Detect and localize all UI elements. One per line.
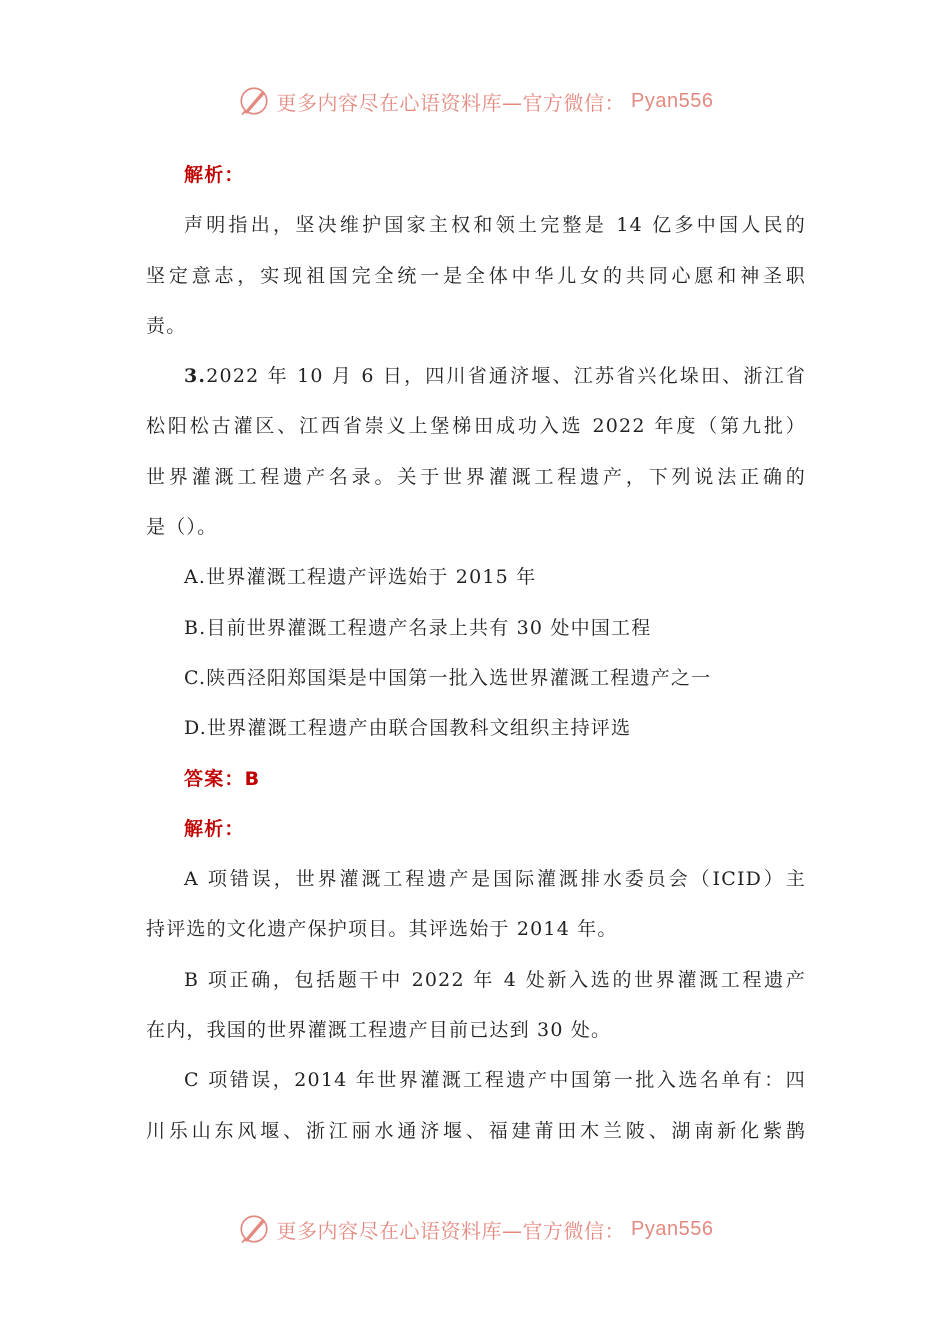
option-d: D.世界灌溉工程遗产由联合国教科文组织主持评选 bbox=[184, 717, 632, 740]
option-c: C.陕西泾阳郑国渠是中国第一批入选世界灌溉工程遗产之一 bbox=[184, 666, 712, 689]
banner-text: 更多内容尽在心语资料库—官方微信： bbox=[276, 1218, 626, 1243]
paragraph-line: 持评选的文化遗产保护项目。其评选始于 2014 年。 bbox=[146, 918, 618, 941]
banner-wechat-id: Pyan556 bbox=[631, 89, 714, 112]
analysis-label: 解析： bbox=[184, 817, 245, 840]
quill-logo-icon bbox=[237, 84, 271, 118]
paragraph-line: A 项错误，世界灌溉工程遗产是国际灌溉排水委员会（ICID）主 bbox=[184, 868, 806, 891]
question-line: 是（）。 bbox=[146, 516, 218, 539]
question-number: 3. bbox=[184, 365, 207, 388]
paragraph-line: 责。 bbox=[146, 314, 187, 337]
analysis-label: 解析： bbox=[184, 164, 245, 186]
paragraph-line: 坚定意志，实现祖国完全统一是全体中华儿女的共同心愿和神圣职 bbox=[146, 264, 806, 287]
document-body bbox=[146, 150, 806, 1156]
question-line: 世界灌溉工程遗产名录。关于世界灌溉工程遗产，下列说法正确的 bbox=[146, 465, 806, 488]
paragraph-line: 声明指出，坚决维护国家主权和领土完整是 14 亿多中国人民的 bbox=[184, 214, 806, 237]
paragraph-line: 在内，我国的世界灌溉工程遗产目前已达到 30 处。 bbox=[146, 1019, 612, 1042]
header-banner bbox=[0, 84, 950, 118]
option-a: A.世界灌溉工程遗产评选始于 2015 年 bbox=[184, 566, 537, 589]
option-b: B.目前世界灌溉工程遗产名录上共有 30 处中国工程 bbox=[184, 616, 652, 639]
banner-text: 更多内容尽在心语资料库—官方微信： bbox=[276, 90, 626, 115]
paragraph-line: C 项错误，2014 年世界灌溉工程遗产中国第一批入选名单有：四 bbox=[184, 1069, 806, 1092]
answer-label: 答案：B bbox=[184, 767, 261, 790]
question-text: 2022 年 10 月 6 日，四川省通济堰、江苏省兴化垛田、浙江省 bbox=[206, 365, 806, 388]
paragraph-line: B 项正确，包括题干中 2022 年 4 处新入选的世界灌溉工程遗产 bbox=[184, 968, 806, 991]
footer-banner bbox=[0, 1212, 950, 1246]
question-line bbox=[146, 351, 806, 401]
quill-logo-icon bbox=[237, 1212, 271, 1246]
banner-wechat-id: Pyan556 bbox=[631, 1217, 714, 1240]
paragraph-line: 川乐山东风堰、浙江丽水通济堰、福建莆田木兰陂、湖南新化紫鹊 bbox=[146, 1119, 806, 1142]
question-line: 松阳松古灌区、江西省崇义上堡梯田成功入选 2022 年度（第九批） bbox=[146, 415, 806, 438]
